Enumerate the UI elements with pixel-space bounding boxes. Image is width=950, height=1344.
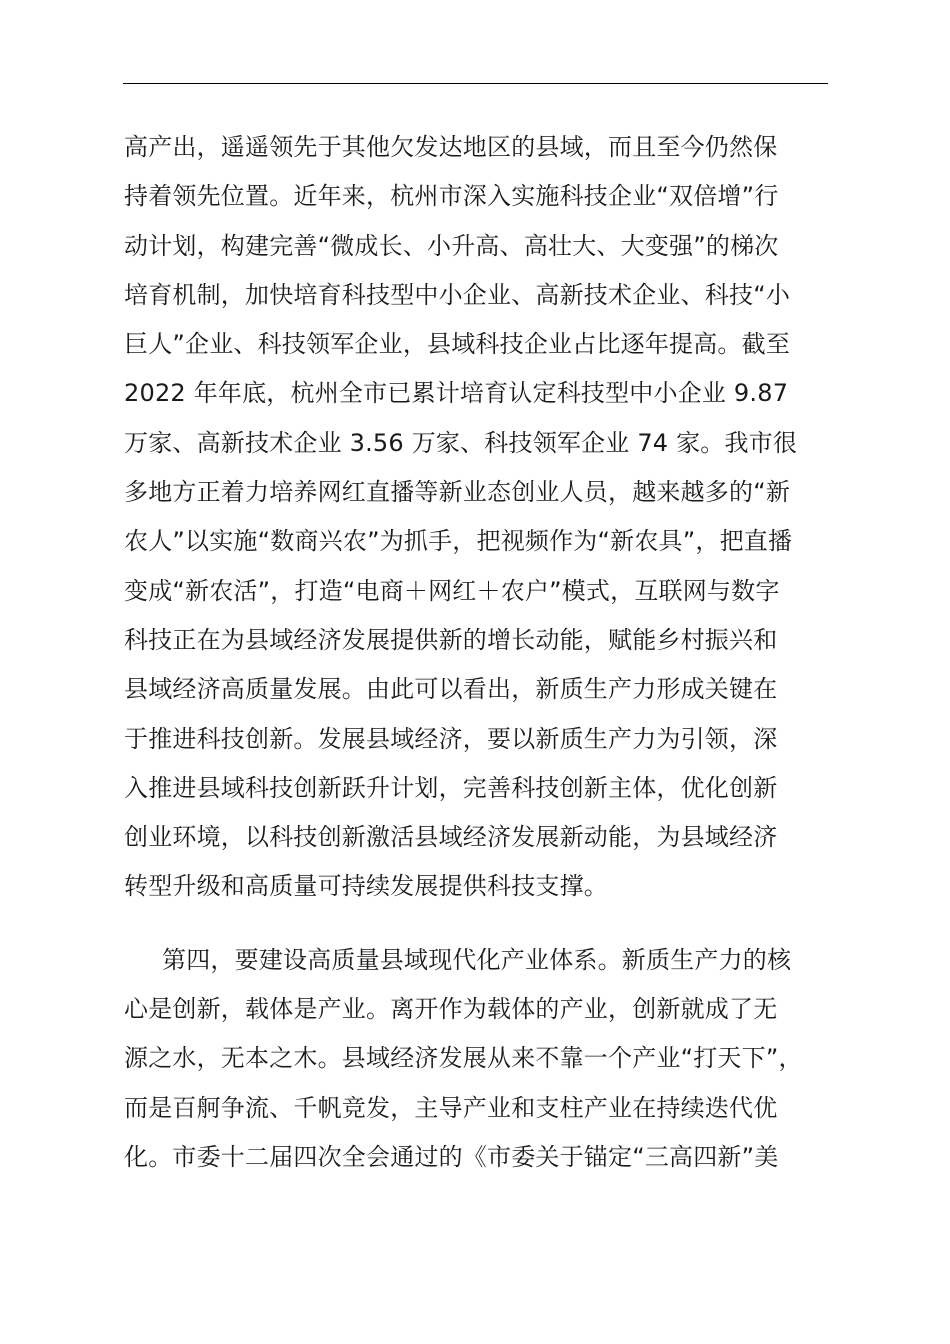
text-line: 县域经济高质量发展。由此可以看出，新质生产力形成关键在 xyxy=(124,675,778,704)
text-line: 多地方正着力培养网红直播等新业态创业人员，越来越多的“新 xyxy=(124,478,791,507)
text-line: 创业环境，以科技创新激活县域经济发展新动能，为县域经济 xyxy=(124,823,778,852)
text-line: 培育机制，加快培育科技型中小企业、高新技术企业、科技“小 xyxy=(124,280,791,309)
text-line: 巨人”企业、科技领军企业，县域科技企业占比逐年提高。截至 xyxy=(124,330,791,359)
text-line: 持着领先位置。近年来，杭州市深入实施科技企业“双倍增”行 xyxy=(124,182,779,211)
text-line: 转型升级和高质量可持续发展提供科技支撑。 xyxy=(124,872,608,901)
text-line: 于推进科技创新。发展县域经济，要以新质生产力为引领，深 xyxy=(124,724,778,753)
text-line: 心是创新，载体是产业。离开作为载体的产业，创新就成了无 xyxy=(124,995,778,1024)
text-line-indented: 第四，要建设高质量县域现代化产业体系。新质生产力的核 xyxy=(162,945,792,974)
text-line: 农人”以实施“数商兴农”为抓手，把视频作为“新农具”，把直播 xyxy=(124,527,793,556)
text-line: 入推进县域科技创新跃升计划，完善科技创新主体，优化创新 xyxy=(124,773,778,802)
text-line: 科技正在为县域经济发展提供新的增长动能，赋能乡村振兴和 xyxy=(124,625,778,654)
paragraph-gap xyxy=(124,912,829,936)
document-body xyxy=(124,123,829,1182)
text-line: 高产出，遥遥领先于其他欠发达地区的县域，而且至今仍然保 xyxy=(124,133,778,161)
text-line: 变成“新农活”，打造“电商＋网红＋农户”模式，互联网与数字 xyxy=(124,576,780,605)
text-line: 万家、高新技术企业 3.56 万家、科技领军企业 74 家。我市很 xyxy=(124,428,798,457)
text-line: 动计划，构建完善“微成长、小升高、高壮大、大变强”的梯次 xyxy=(124,231,779,260)
text-line: 2022 年年底，杭州全市已累计培育认定科技型中小企业 9.87 xyxy=(124,379,789,408)
text-line: 化。市委十二届四次全会通过的《市委关于锚定“三高四新”美 xyxy=(124,1142,779,1171)
text-line: 而是百舸争流、千帆竞发，主导产业和支柱产业在持续迭代优 xyxy=(124,1093,778,1122)
text-line: 源之水，无本之木。县域经济发展从来不靠一个产业“打天下”， xyxy=(124,1044,803,1073)
paragraph-2 xyxy=(124,936,829,1182)
header-rule xyxy=(123,83,828,84)
paragraph-1 xyxy=(124,123,829,912)
